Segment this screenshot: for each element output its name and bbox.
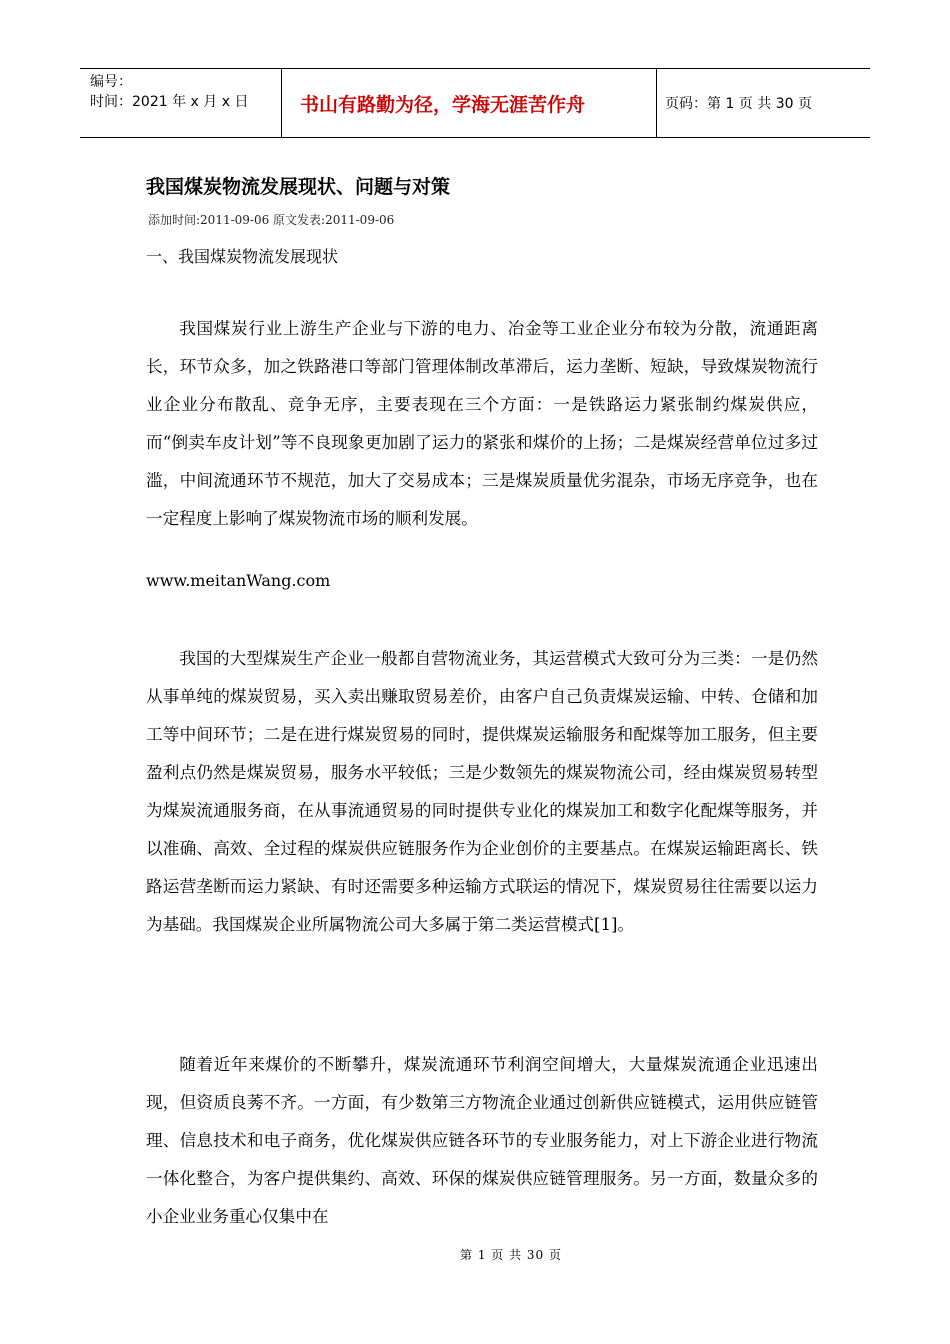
document-header (80, 68, 870, 138)
paragraph-2: 我国的大型煤炭生产企业一般都自营物流业务，其运营模式大致可分为三类：一是仍然从事单纯的煤炭贸易，买入卖出赚取贸易差价，由客户自己负责煤炭运输、中转、仓储和加工等中间环节；二是在进行煤炭贸易的同时，提供煤炭运输服务和配煤等加工服务，但主要盈利点仍然是煤炭贸易，服务水平较低；三是少数领先的煤炭物流公司，经由煤炭贸易转型为煤炭流通服务商，在从事流通贸易的同时提供专业化的煤炭加工和数字化配煤等服务，并以准确、高效、全过程的煤炭供应链服务作为企业创价的主要基点。在煤炭运输距离长、铁路运营垄断而运力紧缺、有时还需要多种运输方式联运的情况下，煤炭贸易往往需要以运力为基础。我国煤炭企业所属物流公司大多属于第二类运营模式[1]。 (146, 649, 818, 934)
motto-text: 书山有路勤为径，学海无涯苦作舟 (300, 93, 586, 116)
source-url: www.meitanWang.com (146, 571, 331, 590)
footer-page-number: 第 1 页 共 30 页 (460, 1248, 562, 1262)
paragraph-1: 我国煤炭行业上游生产企业与下游的电力、冶金等工业企业分布较为分散，流通距离长，环节众多，加之铁路港口等部门管理体制改革滞后，运力垄断、短缺，导致煤炭物流行业企业分布散乱、竞争无序，主要表现在三个方面：一是铁路运力紧张制约煤炭供应，而“倒卖车皮计划”等不良现象更加剧了运力的紧张和煤价的上扬；二是煤炭经营单位过多过滥，中间流通环节不规范，加大了交易成本；三是煤炭质量优劣混杂，市场无序竞争，也在一定程度上影响了煤炭物流市场的顺利发展。 (146, 319, 818, 528)
header-motto-cell (282, 69, 657, 137)
article-title: 我国煤炭物流发展现状、问题与对策 (146, 176, 451, 198)
number-label: 编号： (90, 74, 132, 90)
article-meta: 添加时间:2011-09-06 原文发表:2011-09-06 (148, 213, 395, 227)
page-info-text: 页码：第 1 页 共 30 页 (665, 96, 812, 112)
time-label: 时间：2021 年 x 月 x 日 (90, 94, 249, 110)
header-info-cell (80, 69, 282, 137)
paragraph-3: 随着近年来煤价的不断攀升，煤炭流通环节利润空间增大，大量煤炭流通企业迅速出现，但资质良莠不齐。一方面，有少数第三方物流企业通过创新供应链模式，运用供应链管理、信息技术和电子商务，优化煤炭供应链各环节的专业服务能力，对上下游企业进行物流一体化整合，为客户提供集约、高效、环保的煤炭供应链管理服务。另一方面，数量众多的小企业业务重心仅集中在 (146, 1055, 818, 1226)
header-page-cell (657, 69, 870, 137)
section-heading: 一、我国煤炭物流发展现状 (146, 247, 339, 266)
page-footer (0, 1246, 950, 1263)
